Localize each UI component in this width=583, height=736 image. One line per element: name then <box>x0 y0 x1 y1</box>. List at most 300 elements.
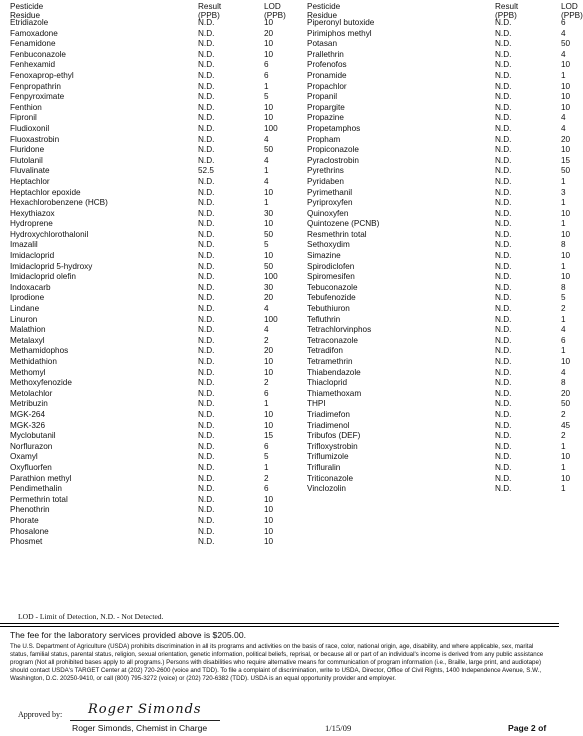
report-date: 1/15/09 <box>325 723 352 733</box>
result-value: N.D. <box>198 282 215 292</box>
pesticide-name: Fludioxonil <box>10 123 50 133</box>
result-value: N.D. <box>495 388 512 398</box>
result-value: N.D. <box>198 187 215 197</box>
lod-value: 1 <box>561 462 566 472</box>
lod-value: 10 <box>264 494 274 504</box>
pesticide-name: Hexachlorobenzene (HCB) <box>10 198 108 208</box>
lod-value: 10 <box>561 251 571 261</box>
result-value: 52.5 <box>198 166 214 176</box>
lod-value: 45 <box>561 420 571 430</box>
pesticide-name: Phorate <box>10 515 39 525</box>
lod-value: 1 <box>561 314 566 324</box>
result-value: N.D. <box>198 272 215 282</box>
result-value: N.D. <box>495 346 512 356</box>
pesticide-name: Fenhexamid <box>10 60 56 70</box>
pesticide-name: Hydroprene <box>10 219 53 229</box>
lod-value: 2 <box>561 304 566 314</box>
lod-value: 10 <box>561 92 571 102</box>
result-value: N.D. <box>198 113 215 123</box>
lod-value: 10 <box>561 229 571 239</box>
pesticide-name: Pyrimethanil <box>307 187 353 197</box>
result-value: N.D. <box>198 39 215 49</box>
result-value: N.D. <box>495 92 512 102</box>
pesticide-name: Methoxyfenozide <box>10 378 72 388</box>
lod-value: 10 <box>264 367 274 377</box>
lod-value: 6 <box>264 441 269 451</box>
result-value: N.D. <box>495 484 512 494</box>
pesticide-name: Fluvalinate <box>10 166 50 176</box>
lod-value: 2 <box>264 473 269 483</box>
pesticide-name: Trifluralin <box>307 462 341 472</box>
pesticide-name: Thiabendazole <box>307 367 361 377</box>
pesticide-name: Profenofos <box>307 60 347 70</box>
lod-value: 10 <box>264 537 274 547</box>
lod-value: 30 <box>264 282 274 292</box>
pesticide-name: Propanil <box>307 92 338 102</box>
lod-value: 10 <box>264 409 274 419</box>
pesticide-name: Heptachlor <box>10 176 50 186</box>
pesticide-name: Tetramethrin <box>307 357 353 366</box>
lod-value: 10 <box>561 145 571 155</box>
lod-value: 50 <box>264 261 274 271</box>
lod-value: 4 <box>561 325 566 335</box>
lod-value: 20 <box>561 388 571 398</box>
pesticide-name: Potasan <box>307 39 338 49</box>
pesticide-name: Heptachlor epoxide <box>10 187 81 197</box>
result-value: N.D. <box>198 515 215 525</box>
pesticide-name: Propham <box>307 134 341 144</box>
result-value: N.D. <box>198 462 215 472</box>
result-value: N.D. <box>495 229 512 239</box>
lod-value: 8 <box>561 240 566 250</box>
pesticide-name: Oxamyl <box>10 452 38 462</box>
lod-value: 5 <box>264 92 269 102</box>
pesticide-name: Pyrethrins <box>307 166 344 176</box>
lod-value: 15 <box>264 431 274 441</box>
result-value: N.D. <box>495 473 512 483</box>
pesticide-name: Sethoxydim <box>307 240 350 250</box>
lod-value: 50 <box>264 145 274 155</box>
pesticide-name: Phosmet <box>10 537 43 547</box>
lod-value: 2 <box>264 378 269 388</box>
pesticide-name: Fenbuconazole <box>10 49 66 59</box>
result-value: N.D. <box>495 261 512 271</box>
lod-value: 1 <box>264 399 269 409</box>
lod-value: 15 <box>561 155 571 165</box>
result-value: N.D. <box>495 39 512 49</box>
result-value: N.D. <box>198 335 215 345</box>
lod-value: 6 <box>561 18 566 27</box>
lod-value: 10 <box>561 60 571 70</box>
pesticide-name: Imazalil <box>10 240 38 250</box>
pesticide-name: Fipronil <box>10 113 37 123</box>
result-value: N.D. <box>198 537 215 547</box>
lod-value: 10 <box>561 473 571 483</box>
footnote: LOD - Limit of Detection, N.D. - Not Detected. <box>18 612 164 621</box>
pesticide-name: Resmethrin total <box>307 229 367 239</box>
pesticide-name: Lindane <box>10 304 40 314</box>
lod-value: 1 <box>561 484 566 494</box>
result-value: N.D. <box>495 251 512 261</box>
lod-value: 10 <box>264 219 274 229</box>
lod-value: 10 <box>264 515 274 525</box>
pesticide-name: Pronamide <box>307 70 347 80</box>
lod-value: 50 <box>561 39 571 49</box>
lod-value: 20 <box>264 293 274 303</box>
page-number: Page 2 of <box>508 723 547 733</box>
pesticide-name: Spiromesifen <box>307 272 355 282</box>
result-value: N.D. <box>198 293 215 303</box>
pesticide-name: Propetamphos <box>307 123 361 133</box>
lod-value: 6 <box>561 335 566 345</box>
pesticide-name: Tefluthrin <box>307 314 341 324</box>
result-value: N.D. <box>198 431 215 441</box>
result-value: N.D. <box>495 81 512 91</box>
pesticide-name: Propazine <box>307 113 344 123</box>
lod-value: 10 <box>561 102 571 112</box>
result-value: N.D. <box>198 325 215 335</box>
result-value: N.D. <box>495 70 512 80</box>
lod-value: 10 <box>561 272 571 282</box>
result-value: N.D. <box>495 60 512 70</box>
lod-value: 1 <box>561 219 566 229</box>
pesticide-name: Oxyfluorfen <box>10 462 52 472</box>
result-value: N.D. <box>495 18 512 27</box>
pesticide-name: Phosalone <box>10 526 49 536</box>
lod-value: 100 <box>264 314 278 324</box>
pesticide-name: Metribuzin <box>10 399 48 409</box>
header-lod: LOD (PPB) <box>264 2 286 20</box>
lod-value: 10 <box>264 18 274 27</box>
pesticide-name: THPI <box>307 399 326 409</box>
result-value: N.D. <box>198 240 215 250</box>
result-value: N.D. <box>495 367 512 377</box>
result-value: N.D. <box>198 28 215 38</box>
result-value: N.D. <box>495 145 512 155</box>
pesticide-name: Tetradifon <box>307 346 343 356</box>
divider <box>0 623 559 624</box>
result-value: N.D. <box>198 251 215 261</box>
lod-value: 30 <box>264 208 274 218</box>
lod-value: 50 <box>561 399 571 409</box>
result-value: N.D. <box>495 49 512 59</box>
result-value: N.D. <box>495 102 512 112</box>
pesticide-name: Linuron <box>10 314 38 324</box>
pesticide-name: Pyraclostrobin <box>307 155 359 165</box>
result-value: N.D. <box>495 155 512 165</box>
result-value: N.D. <box>198 261 215 271</box>
result-value: N.D. <box>198 49 215 59</box>
pesticide-name: Pyridaben <box>307 176 344 186</box>
result-value: N.D. <box>198 314 215 324</box>
header-pesticide: Pesticide Residue <box>10 2 44 20</box>
result-value: N.D. <box>495 441 512 451</box>
lod-value: 8 <box>561 378 566 388</box>
lod-value: 2 <box>264 335 269 345</box>
lod-value: 4 <box>264 155 269 165</box>
pesticide-name: Triflumizole <box>307 452 349 462</box>
lod-value: 1 <box>264 81 269 91</box>
header-result: Result (PPB) <box>198 2 222 20</box>
lod-value: 6 <box>264 484 269 494</box>
pesticide-name: Fenpropathrin <box>10 81 61 91</box>
signature: Roger Simonds <box>88 702 202 717</box>
result-value: N.D. <box>198 70 215 80</box>
result-value: N.D. <box>495 134 512 144</box>
result-value: N.D. <box>198 145 215 155</box>
lod-value: 4 <box>561 113 566 123</box>
pesticide-name: MGK-264 <box>10 409 46 419</box>
lod-value: 1 <box>561 70 566 80</box>
lod-value: 4 <box>264 134 269 144</box>
result-value: N.D. <box>198 357 215 366</box>
result-value: N.D. <box>495 176 512 186</box>
pesticide-name: Phenothrin <box>10 505 50 515</box>
result-value: N.D. <box>495 187 512 197</box>
lod-value: 6 <box>264 388 269 398</box>
pesticide-name: Spirodiclofen <box>307 261 355 271</box>
lod-value: 1 <box>561 176 566 186</box>
lod-value: 20 <box>264 28 274 38</box>
lod-value: 4 <box>561 123 566 133</box>
fee-statement: The fee for the laboratory services provided above is $205.00. <box>10 630 246 640</box>
result-value: N.D. <box>198 452 215 462</box>
lod-value: 50 <box>264 229 274 239</box>
lod-value: 10 <box>561 81 571 91</box>
result-value: N.D. <box>198 484 215 494</box>
pesticide-name: Myclobutanil <box>10 431 56 441</box>
result-value: N.D. <box>495 399 512 409</box>
pesticide-name: Fenamidone <box>10 39 56 49</box>
result-value: N.D. <box>198 155 215 165</box>
pesticide-name: Quinoxyfen <box>307 208 349 218</box>
result-value: N.D. <box>495 452 512 462</box>
lod-value: 3 <box>561 187 566 197</box>
pesticide-name: Methomyl <box>10 367 46 377</box>
lod-value: 20 <box>561 134 571 144</box>
pesticide-name: Fluoxastrobin <box>10 134 60 144</box>
lod-value: 4 <box>561 367 566 377</box>
lod-value: 8 <box>561 282 566 292</box>
lod-value: 5 <box>264 240 269 250</box>
signature-line <box>70 720 220 721</box>
lod-value: 1 <box>561 261 566 271</box>
result-value: N.D. <box>495 166 512 176</box>
result-value: N.D. <box>198 304 215 314</box>
result-value: N.D. <box>198 420 215 430</box>
divider <box>0 626 559 627</box>
lod-value: 10 <box>264 113 274 123</box>
pesticide-name: Permethrin total <box>10 494 68 504</box>
pesticide-name: Thiamethoxam <box>307 388 362 398</box>
lod-value: 6 <box>264 60 269 70</box>
approved-label: Approved by: <box>18 710 63 719</box>
header-result: Result (PPB) <box>495 2 519 20</box>
result-value: N.D. <box>495 335 512 345</box>
pesticide-name: Trifloxystrobin <box>307 441 358 451</box>
result-value: N.D. <box>495 462 512 472</box>
result-value: N.D. <box>495 113 512 123</box>
result-value: N.D. <box>198 81 215 91</box>
pesticide-name: Simazine <box>307 251 341 261</box>
result-value: N.D. <box>198 219 215 229</box>
lod-value: 10 <box>561 357 571 366</box>
result-value: N.D. <box>495 304 512 314</box>
result-value: N.D. <box>495 219 512 229</box>
lod-value: 4 <box>561 49 566 59</box>
pesticide-name: Fluridone <box>10 145 45 155</box>
pesticide-name: Tebuconazole <box>307 282 358 292</box>
lod-value: 5 <box>561 293 566 303</box>
lod-value: 1 <box>264 198 269 208</box>
lod-value: 6 <box>264 70 269 80</box>
pesticide-name: Metalaxyl <box>10 335 45 345</box>
pesticide-name: Fenoxaprop-ethyl <box>10 70 74 80</box>
result-value: N.D. <box>495 357 512 366</box>
result-value: N.D. <box>495 409 512 419</box>
pesticide-name: Pirimiphos methyl <box>307 28 372 38</box>
pesticide-name: Pyriproxyfen <box>307 198 353 208</box>
pesticide-name: Hydroxychlorothalonil <box>10 229 89 239</box>
result-value: N.D. <box>198 198 215 208</box>
result-value: N.D. <box>495 240 512 250</box>
lod-value: 20 <box>264 346 274 356</box>
pesticide-name: Famoxadone <box>10 28 58 38</box>
result-value: N.D. <box>495 282 512 292</box>
pesticide-name: Tetrachlorvinphos <box>307 325 372 335</box>
result-value: N.D. <box>495 325 512 335</box>
result-value: N.D. <box>198 367 215 377</box>
pesticide-name: Fenpyroximate <box>10 92 65 102</box>
result-value: N.D. <box>198 60 215 70</box>
pesticide-name: Imidacloprid <box>10 251 55 261</box>
signer-name: Roger Simonds, Chemist in Charge <box>72 723 208 733</box>
result-value: N.D. <box>495 293 512 303</box>
result-value: N.D. <box>198 208 215 218</box>
pesticide-name: Methidathion <box>10 357 57 366</box>
result-value: N.D. <box>495 123 512 133</box>
pesticide-name: Triticonazole <box>307 473 354 483</box>
pesticide-name: Etridiazole <box>10 18 49 27</box>
lod-value: 10 <box>264 505 274 515</box>
lod-value: 4 <box>264 304 269 314</box>
header-lod: LOD (PPB) <box>561 2 583 20</box>
pesticide-name: Norflurazon <box>10 441 53 451</box>
pesticide-name: Triadimenol <box>307 420 350 430</box>
result-value: N.D. <box>198 388 215 398</box>
result-value: N.D. <box>198 92 215 102</box>
result-value: N.D. <box>198 176 215 186</box>
pesticide-name: Propiconazole <box>307 145 359 155</box>
result-value: N.D. <box>198 473 215 483</box>
result-value: N.D. <box>495 272 512 282</box>
pesticide-name: Parathion methyl <box>10 473 72 483</box>
lod-value: 100 <box>264 272 278 282</box>
lod-value: 10 <box>264 102 274 112</box>
result-value: N.D. <box>198 134 215 144</box>
pesticide-name: Metolachlor <box>10 388 53 398</box>
lod-value: 10 <box>561 208 571 218</box>
pesticide-name: Tebuthiuron <box>307 304 350 314</box>
lod-value: 1 <box>561 441 566 451</box>
pesticide-name: Iprodione <box>10 293 45 303</box>
pesticide-name: Propargite <box>307 102 345 112</box>
lod-value: 4 <box>264 176 269 186</box>
result-value: N.D. <box>198 346 215 356</box>
pesticide-name: Tribufos (DEF) <box>307 431 361 441</box>
result-value: N.D. <box>198 505 215 515</box>
lod-value: 4 <box>264 325 269 335</box>
result-value: N.D. <box>495 314 512 324</box>
result-value: N.D. <box>495 378 512 388</box>
lod-value: 4 <box>561 28 566 38</box>
lod-value: 1 <box>561 198 566 208</box>
pesticide-name: Tetraconazole <box>307 335 358 345</box>
pesticide-name: Indoxacarb <box>10 282 51 292</box>
result-value: N.D. <box>198 18 215 27</box>
pesticide-name: Quintozene (PCNB) <box>307 219 380 229</box>
result-value: N.D. <box>495 208 512 218</box>
pesticide-name: Methamidophos <box>10 346 69 356</box>
result-value: N.D. <box>198 526 215 536</box>
result-value: N.D. <box>198 102 215 112</box>
result-value: N.D. <box>198 399 215 409</box>
pesticide-name: Vinclozolin <box>307 484 346 494</box>
pesticide-name: Imidacloprid olefin <box>10 272 76 282</box>
result-value: N.D. <box>198 229 215 239</box>
lod-value: 50 <box>561 166 571 176</box>
result-value: N.D. <box>495 28 512 38</box>
pesticide-name: Malathion <box>10 325 46 335</box>
pesticide-name: Prallethrin <box>307 49 344 59</box>
lod-value: 10 <box>264 526 274 536</box>
result-value: N.D. <box>198 409 215 419</box>
lod-value: 10 <box>264 187 274 197</box>
pesticide-name: Propachlor <box>307 81 347 91</box>
lod-value: 10 <box>264 49 274 59</box>
lod-value: 2 <box>561 431 566 441</box>
lod-value: 2 <box>561 409 566 419</box>
result-value: N.D. <box>495 431 512 441</box>
lod-value: 1 <box>264 462 269 472</box>
lod-value: 1 <box>561 346 566 356</box>
lod-value: 10 <box>264 420 274 430</box>
pesticide-name: MGK-326 <box>10 420 46 430</box>
pesticide-name: Flutolanil <box>10 155 43 165</box>
result-value: N.D. <box>198 123 215 133</box>
lod-value: 10 <box>264 357 274 366</box>
result-value: N.D. <box>198 494 215 504</box>
header-pesticide: Pesticide Residue <box>307 2 341 20</box>
pesticide-name: Tebufenozide <box>307 293 356 303</box>
lod-value: 10 <box>561 452 571 462</box>
pesticide-name: Thiacloprid <box>307 378 348 388</box>
pesticide-name: Hexythiazox <box>10 208 55 218</box>
pesticide-name: Pendimethalin <box>10 484 62 494</box>
result-value: N.D. <box>495 420 512 430</box>
pesticide-name: Fenthion <box>10 102 42 112</box>
result-value: N.D. <box>198 441 215 451</box>
pesticide-name: Triadimefon <box>307 409 350 419</box>
usda-notice: The U.S. Department of Agriculture (USDA) prohibits discrimination in all its programs and activities on the basis of race, color, national origin, age, disability, and where applicable, sex, marital status, familial status, parental status, religion, sexual orientation, genetic information, political beliefs, reprisal, or because all or part of an individual's income is derived from any public assistance program (Not all prohibited bases apply to all programs.) Persons with disabilities who require alternative means for communication of program information (i.e., Braille, large print, and audiotape) should contact USDA's TARGET Center at (202) 720-2600 (voice and TDD). To file a complaint of discrimination, write to USDA, Director, Office of Civil Rights, 1400 Independence Avenue, S.W., Washington, D.C. 20250-9410, or call (800) 795-3272 (voice) or (202) 720-6382 (TDD). USDA is an equal opportunity provider and employer. <box>10 643 544 682</box>
lod-value: 100 <box>264 123 278 133</box>
result-value: N.D. <box>198 378 215 388</box>
lod-value: 5 <box>264 452 269 462</box>
pesticide-name: Imidacloprid 5-hydroxy <box>10 261 93 271</box>
pesticide-name: Piperonyl butoxide <box>307 18 375 27</box>
result-value: N.D. <box>495 198 512 208</box>
lod-value: 1 <box>264 166 269 176</box>
